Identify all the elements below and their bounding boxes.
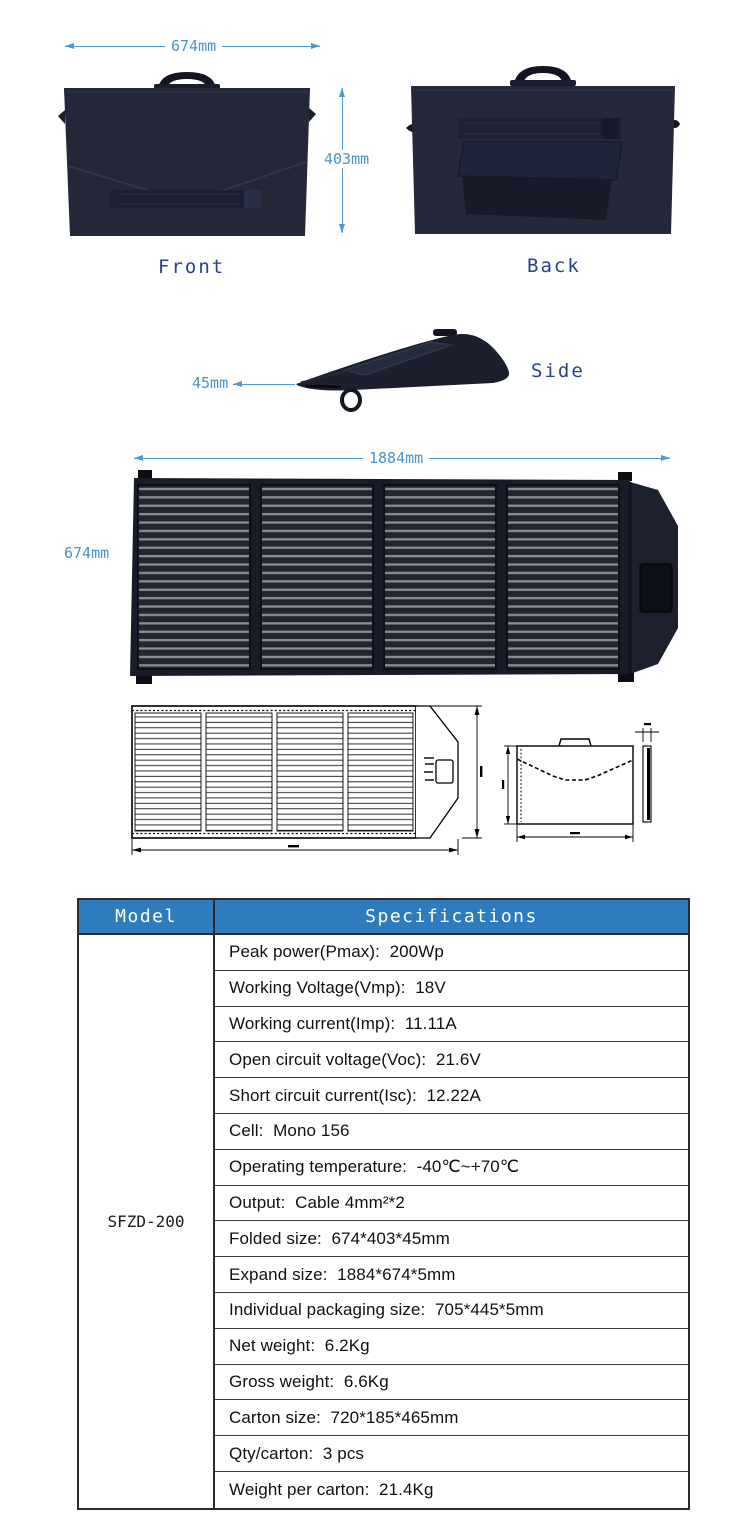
front-view-label: Front bbox=[158, 256, 226, 278]
spec-row-carton-size: Carton size: 720*185*465mm bbox=[215, 1400, 688, 1436]
spec-row-working-current: Working current(Imp): 11.11A bbox=[215, 1007, 688, 1043]
spec-row-output: Output: Cable 4mm²*2 bbox=[215, 1186, 688, 1222]
model-value-cell: SFZD-200 bbox=[79, 935, 215, 1508]
spec-row-expand-size: Expand size: 1884*674*5mm bbox=[215, 1257, 688, 1293]
spec-row-short-circuit-current: Short circuit current(Isc): 12.22A bbox=[215, 1078, 688, 1114]
side-view-photo bbox=[293, 326, 517, 418]
front-view-photo bbox=[58, 70, 316, 244]
spec-table bbox=[77, 898, 690, 1510]
expanded-height-dimension-label: 674mm bbox=[58, 544, 115, 562]
side-thickness-dimension-label: 45mm bbox=[186, 374, 234, 392]
side-view-label: Side bbox=[531, 360, 585, 382]
front-height-dimension-label: 403mm bbox=[318, 150, 375, 168]
back-view-photo bbox=[406, 62, 680, 242]
expanded-panel-photo bbox=[126, 468, 690, 686]
side-thickness-dimension-arrow bbox=[233, 384, 295, 385]
spec-row-net-weight: Net weight: 6.2Kg bbox=[215, 1329, 688, 1365]
spec-row-qty-carton: Qty/carton: 3 pcs bbox=[215, 1436, 688, 1472]
spec-row-open-circuit-voltage: Open circuit voltage(Voc): 21.6V bbox=[215, 1042, 688, 1078]
spec-row-cell: Cell: Mono 156 bbox=[215, 1114, 688, 1150]
expanded-width-dimension-label: 1884mm bbox=[363, 449, 429, 467]
spec-row-peak-power: Peak power(Pmax): 200Wp bbox=[215, 935, 688, 971]
spec-row-individual-packaging-size: Individual packaging size: 705*445*5mm bbox=[215, 1293, 688, 1329]
spec-row-operating-temperature: Operating temperature: -40℃~+70℃ bbox=[215, 1150, 688, 1186]
tech-drawing-expanded bbox=[128, 698, 490, 862]
table-header-model: Model bbox=[79, 900, 215, 935]
spec-row-gross-weight: Gross weight: 6.6Kg bbox=[215, 1365, 688, 1401]
spec-row-working-voltage: Working Voltage(Vmp): 18V bbox=[215, 971, 688, 1007]
table-header-specifications: Specifications bbox=[215, 900, 688, 935]
spec-row-folded-size: Folded size: 674*403*45mm bbox=[215, 1221, 688, 1257]
spec-row-weight-per-carton: Weight per carton: 21.4Kg bbox=[229, 1479, 434, 1499]
back-view-label: Back bbox=[527, 255, 581, 277]
tech-drawing-folded bbox=[495, 712, 670, 854]
front-width-dimension-label: 674mm bbox=[165, 37, 222, 55]
